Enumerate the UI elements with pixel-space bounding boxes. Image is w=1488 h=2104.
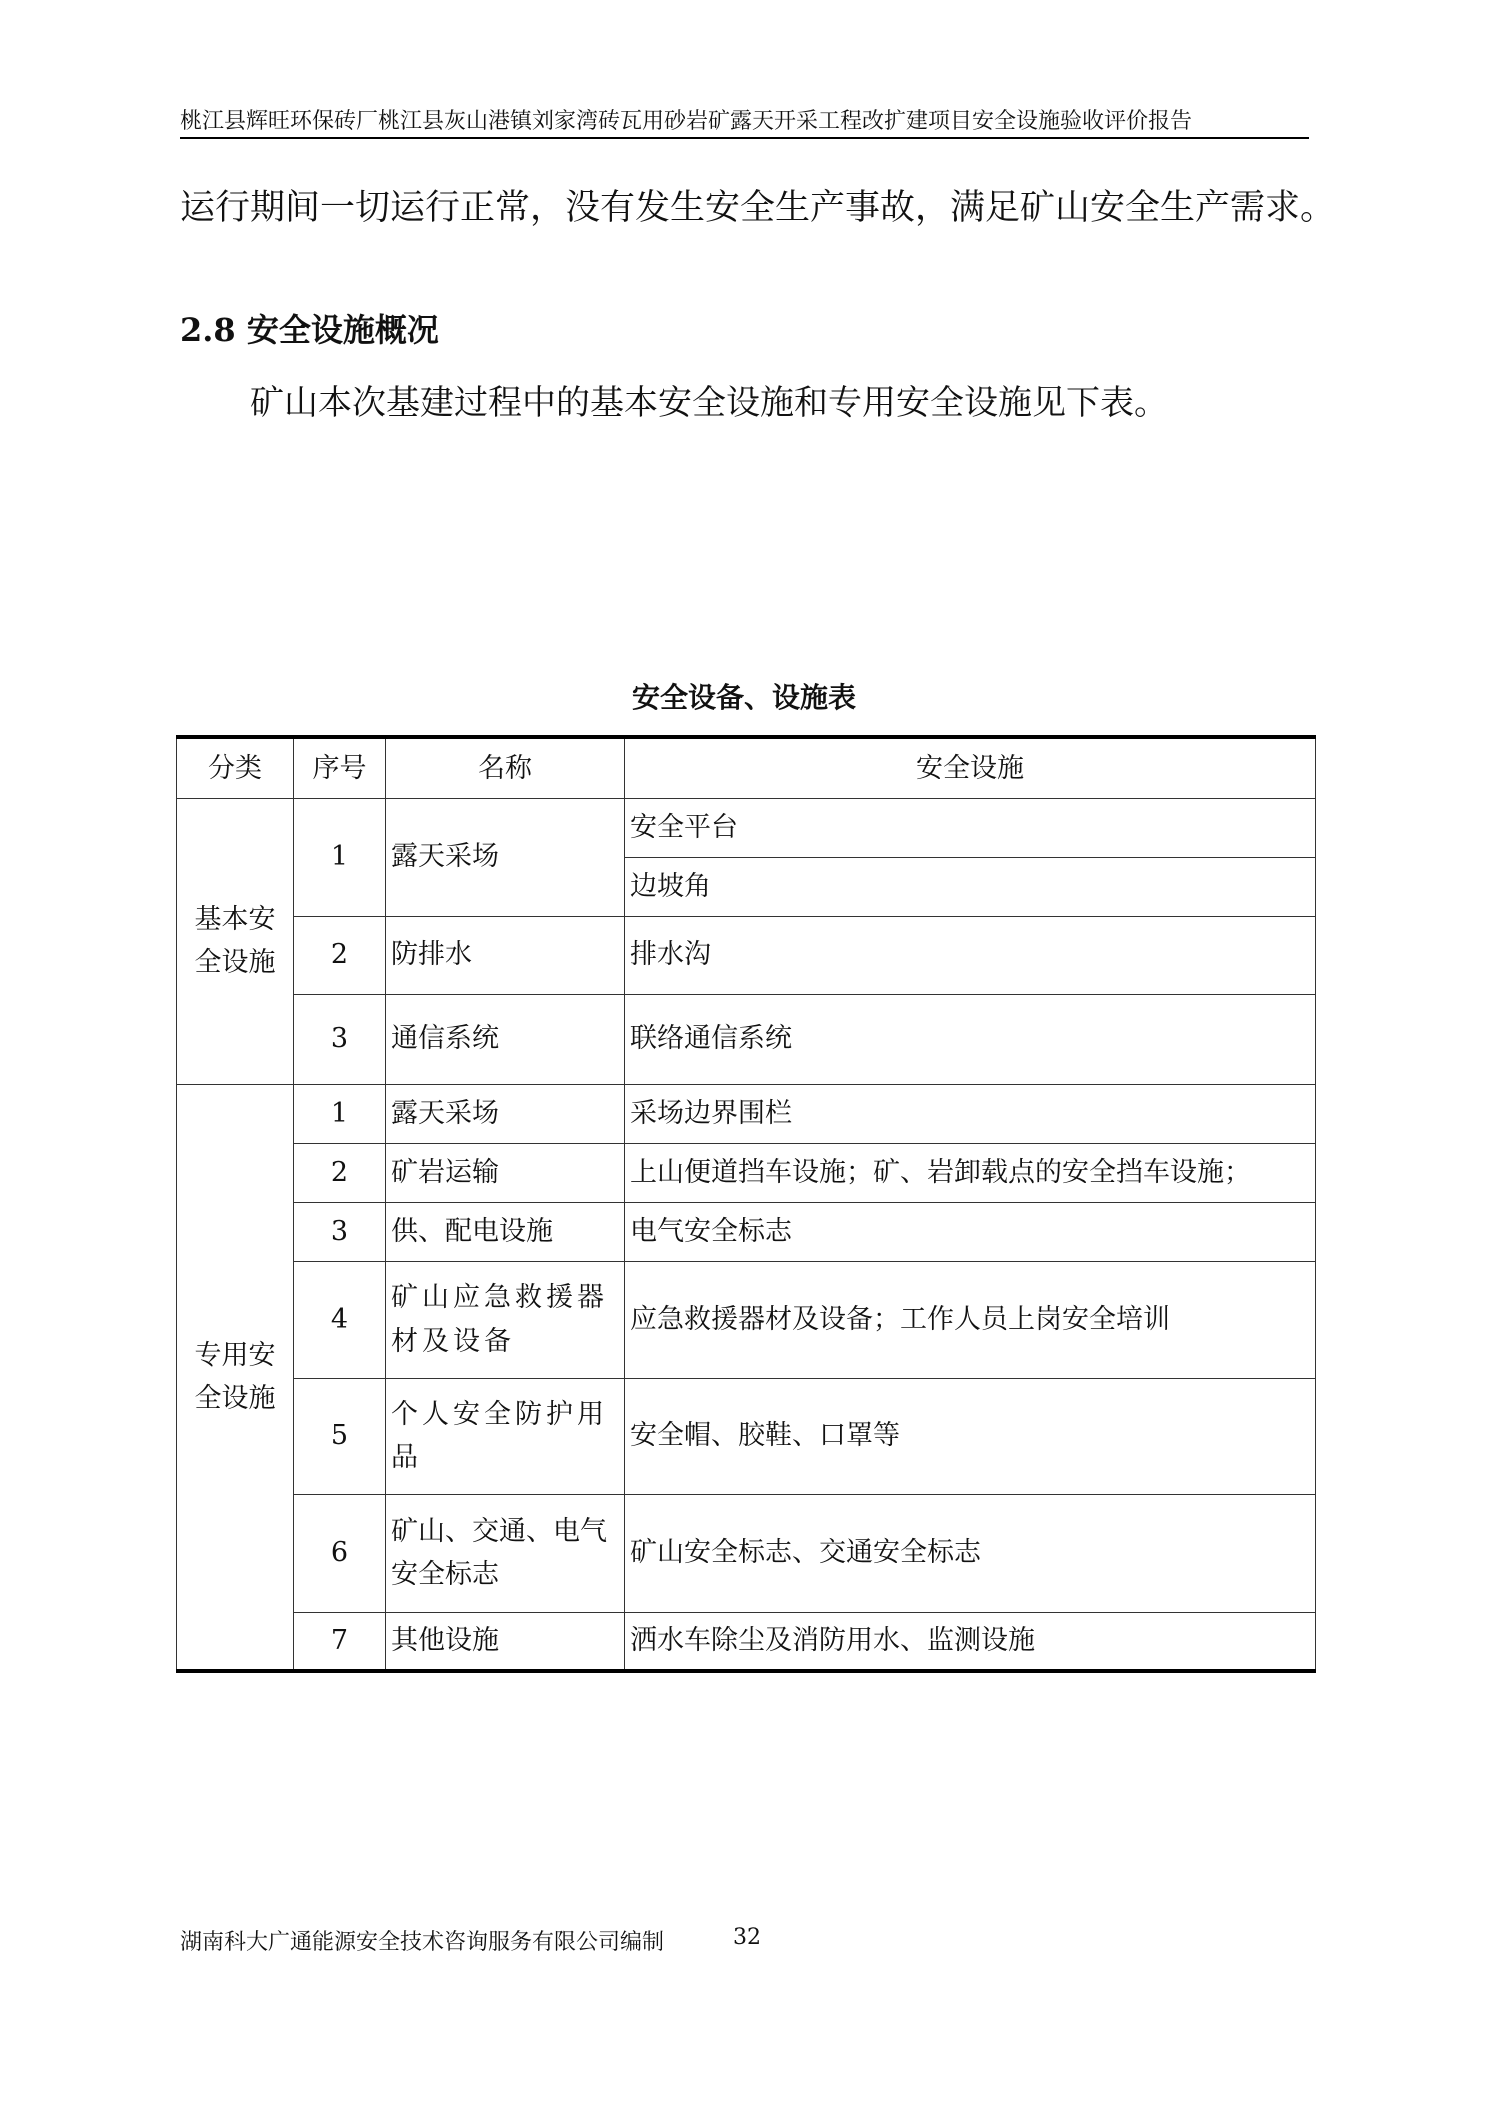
facility-cell: 排水沟 bbox=[625, 916, 1316, 994]
name-cell: 露天采场 bbox=[386, 798, 625, 916]
number-cell: 6 bbox=[294, 1494, 386, 1612]
facility-cell: 上山便道挡车设施；矿、岩卸载点的安全挡车设施； bbox=[625, 1143, 1316, 1202]
table-row bbox=[177, 1143, 1316, 1202]
table-row bbox=[177, 1494, 1316, 1612]
number-cell: 2 bbox=[294, 916, 386, 994]
table-header-row bbox=[177, 737, 1316, 798]
category-cell: 基本安全设施 bbox=[177, 798, 294, 1084]
header-cell: 分类 bbox=[177, 737, 294, 798]
facility-cell: 应急救援器材及设备；工作人员上岗安全培训 bbox=[625, 1261, 1316, 1378]
body-text: 运行期间一切运行正常，没有发生安全生产事故，满足矿山安全生产需求。 bbox=[180, 188, 1336, 228]
table-row bbox=[177, 916, 1316, 994]
section-title: 2.8 安全设施概况 bbox=[180, 311, 439, 349]
table-row bbox=[177, 1612, 1316, 1671]
facility-cell: 采场边界围栏 bbox=[625, 1084, 1316, 1143]
name-cell: 矿山应急救援器材及设备 bbox=[386, 1261, 625, 1378]
name-cell: 个人安全防护用品 bbox=[386, 1378, 625, 1494]
table-title: 安全设备、设施表 bbox=[631, 681, 856, 714]
name-cell: 矿山、交通、电气安全标志 bbox=[386, 1494, 625, 1612]
number-cell: 3 bbox=[294, 994, 386, 1084]
table-row bbox=[177, 994, 1316, 1084]
header-cell: 序号 bbox=[294, 737, 386, 798]
facility-cell: 洒水车除尘及消防用水、监测设施 bbox=[625, 1612, 1316, 1671]
name-cell: 供、配电设施 bbox=[386, 1202, 625, 1261]
table-row bbox=[177, 1261, 1316, 1378]
header-cell: 名称 bbox=[386, 737, 625, 798]
facility-cell: 安全帽、胶鞋、口罩等 bbox=[625, 1378, 1316, 1494]
number-cell: 1 bbox=[294, 798, 386, 916]
facility-cell: 边坡角 bbox=[625, 857, 1316, 916]
name-cell: 防排水 bbox=[386, 916, 625, 994]
category-cell: 专用安全设施 bbox=[177, 1084, 294, 1671]
facility-cell: 电气安全标志 bbox=[625, 1202, 1316, 1261]
facility-cell: 安全平台 bbox=[625, 798, 1316, 857]
number-cell: 5 bbox=[294, 1378, 386, 1494]
page-number: 32 bbox=[733, 1925, 761, 1950]
paragraph: 矿山本次基建过程中的基本安全设施和专用安全设施见下表。 bbox=[250, 383, 1168, 423]
number-cell: 2 bbox=[294, 1143, 386, 1202]
number-cell: 4 bbox=[294, 1261, 386, 1378]
facility-cell: 联络通信系统 bbox=[625, 994, 1316, 1084]
header-cell: 安全设施 bbox=[625, 737, 1316, 798]
number-cell: 3 bbox=[294, 1202, 386, 1261]
footer-company: 湖南科大广通能源安全技术咨询服务有限公司编制 bbox=[180, 1930, 665, 1955]
table-row bbox=[177, 798, 1316, 857]
number-cell: 1 bbox=[294, 1084, 386, 1143]
header-rule bbox=[180, 137, 1309, 139]
facility-cell: 矿山安全标志、交通安全标志 bbox=[625, 1494, 1316, 1612]
name-cell: 通信系统 bbox=[386, 994, 625, 1084]
name-cell: 其他设施 bbox=[386, 1612, 625, 1671]
name-cell: 露天采场 bbox=[386, 1084, 625, 1143]
name-cell: 矿岩运输 bbox=[386, 1143, 625, 1202]
safety-facilities-table bbox=[176, 735, 1316, 1673]
number-cell: 7 bbox=[294, 1612, 386, 1671]
table-row bbox=[177, 1084, 1316, 1143]
running-header: 桃江县辉旺环保砖厂桃江县灰山港镇刘家湾砖瓦用砂岩矿露天开采工程改扩建项目安全设施验收评价报告 bbox=[180, 109, 1193, 134]
table-row bbox=[177, 1202, 1316, 1261]
table-row bbox=[177, 1378, 1316, 1494]
